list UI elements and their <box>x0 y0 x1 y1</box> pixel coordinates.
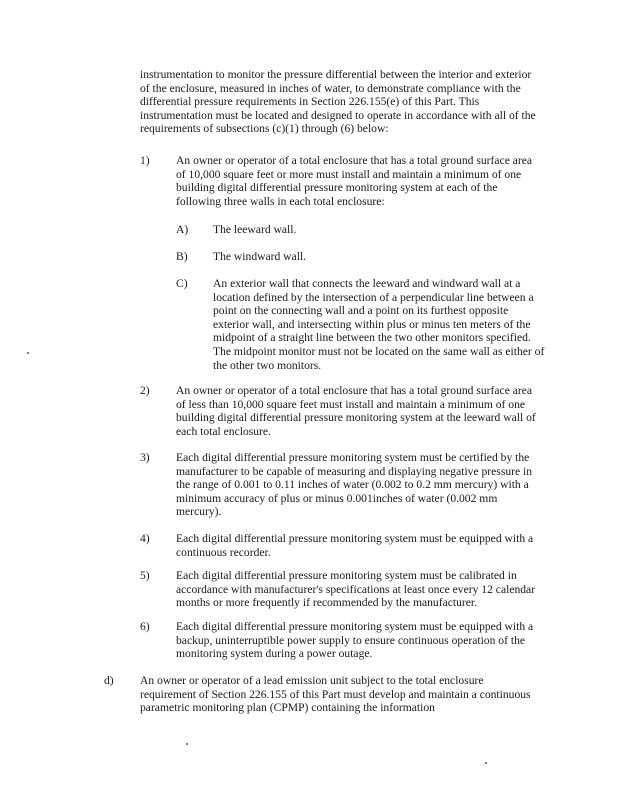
section-d-text: An owner or operator of a lead emission unit subject to the total enclosure requirement of Section 226.155 of this Part must develop and maintain a continuous parametric monitoring plan (CPMP) containing the information <box>140 674 531 715</box>
item-1-text: An owner or operator of a total enclosure that has a total ground surface area of 10,000 square feet or more must install and maintain a minimum of one building digital differential pressure monitoring system at each of the following three walls in each total enclosure: <box>176 154 533 208</box>
item-4-number: 4) <box>140 532 150 545</box>
subitem-b-number: B) <box>176 250 188 263</box>
item-5-number: 5) <box>140 569 150 582</box>
scan-speck <box>485 762 487 764</box>
item-2-number: 2) <box>140 384 150 397</box>
item-1-number: 1) <box>140 154 150 167</box>
item-6-number: 6) <box>140 620 150 633</box>
section-d-number: d) <box>104 674 114 687</box>
item-3-number: 3) <box>140 451 150 464</box>
item-5-text: Each digital differential pressure monitoring system must be calibrated in accordance with manufacturer's specifications at least once every 12 calendar months or more frequently if recommended by the manufacturer. <box>176 569 536 610</box>
subitem-a-text: The leeward wall. <box>213 223 297 236</box>
item-6-text: Each digital differential pressure monitoring system must be equipped with a backup, uninterruptible power supply to ensure continuous operation of the monitoring system during a power outage. <box>176 620 534 661</box>
subitem-b-text: The windward wall. <box>213 250 307 263</box>
subitem-c-number: C) <box>176 277 188 290</box>
item-2-text: An owner or operator of a total enclosure that has a total ground surface area of less than 10,000 square feet must install and maintain a minimum of one building digital differential pressure monitoring system at the leeward wall of each total enclosure. <box>176 384 536 438</box>
subitem-c-text: An exterior wall that connects the leeward and windward wall at a location defined by the intersection of a perpendicular line between a point on the connecting wall and a point on its furthest opposite exterior wall, and intersecting within plus or minus ten meters of the midpoint of a straight line between the two other monitors specified. The midpoint monitor must not be located on the same wall as either of the other two monitors. <box>213 277 545 372</box>
subitem-a-number: A) <box>176 223 189 236</box>
item-3-text: Each digital differential pressure monitoring system must be certified by the manufacturer to be capable of measuring and displaying negative pressure in the range of 0.001 to 0.11 inches of water (0.002 to 0.2 mm mercury) with a minimum accuracy of plus or minus 0.001inches of water (0.002 mm mercury). <box>176 451 533 519</box>
scan-speck <box>27 352 29 354</box>
item-4-text: Each digital differential pressure monitoring system must be equipped with a continuous recorder. <box>176 532 534 559</box>
intro-paragraph: instrumentation to monitor the pressure differential between the interior and exterior of the enclosure, measured in inches of water, to demonstrate compliance with the differential pressure requirements in Section 226.155(e) of this Part. This instrumentation must be located and designed to operate in accordance with all of the requirements of subsections (c)(1) through (6) below: <box>140 68 536 136</box>
scan-speck <box>186 743 188 745</box>
